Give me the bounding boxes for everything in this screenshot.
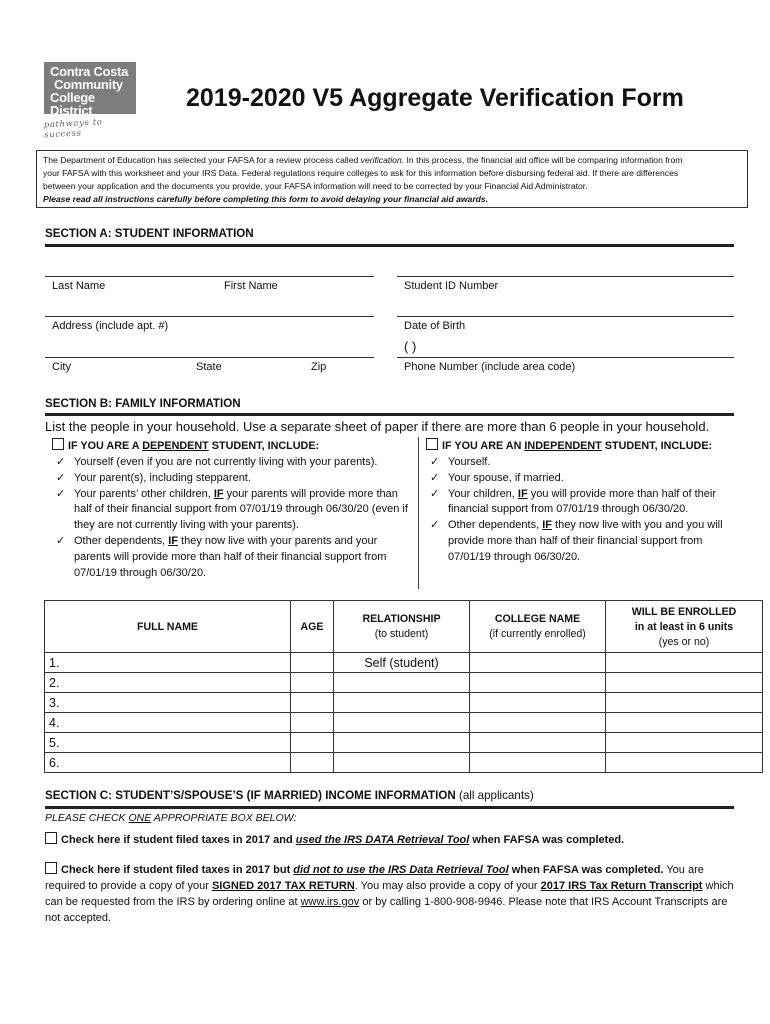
list-item: ✓ Other dependents, IF they now live with you and you will provide more than half of their financial support from 07/01/19 through 06/30/20. xyxy=(428,518,728,565)
city-field-line[interactable] xyxy=(45,357,374,358)
college-cell[interactable] xyxy=(470,693,606,713)
col-enrolled: WILL BE ENROLLED in at least in 6 units (yes or no) xyxy=(606,601,763,653)
section-c-rule xyxy=(45,806,734,809)
college-cell[interactable] xyxy=(470,653,606,673)
name-field-line[interactable] xyxy=(45,276,374,277)
dependent-checkbox[interactable] xyxy=(52,438,64,450)
household-note: List the people in your household. Use a separate sheet of paper if there are more than 6 people in your household. xyxy=(45,419,710,434)
relationship-cell[interactable]: Self (student) xyxy=(334,653,470,673)
dependent-include-list xyxy=(54,455,416,581)
logo-line-1: Contra Costa xyxy=(50,64,129,79)
row-number[interactable]: 4. xyxy=(45,713,291,733)
row-number[interactable]: 6. xyxy=(45,753,291,773)
list-item: ✓ Your parent(s), including stepparent. xyxy=(54,471,416,487)
independent-heading: IF YOU ARE AN INDEPENDENT STUDENT, INCLUDE: xyxy=(426,438,712,452)
list-item: ✓ Your parents’ other children, IF your parents will provide more than half of their financial support from 07/01/19 through 06/30/20 (even if they are not currently living with your parents). xyxy=(54,487,416,534)
list-item: ✓ Your children, IF you will provide more than half of their financial support from 07/01/19 through 06/30/20. xyxy=(428,487,728,519)
row-number[interactable]: 3. xyxy=(45,693,291,713)
relationship-cell[interactable] xyxy=(334,733,470,753)
intro-line-3: between your application and the documents you provide, your FAFSA information will need to be corrected by your Financial Aid Administrator. xyxy=(43,181,588,191)
college-cell[interactable] xyxy=(470,753,606,773)
address-field-line[interactable] xyxy=(45,316,374,317)
relationship-cell[interactable] xyxy=(334,693,470,713)
table-row xyxy=(45,753,763,773)
dependent-heading: IF YOU ARE A DEPENDENT STUDENT, INCLUDE: xyxy=(52,438,319,452)
enrolled-cell[interactable] xyxy=(606,733,763,753)
option-no-drt: Check here if student filed taxes in 2017 but did not to use the IRS Data Retrieval Tool when FAFSA was completed. You are required to provide a copy of your SIGNED 2017 TAX RETURN. You may also provide a copy of your 2017 IRS Tax Return Transcript which can be requested from the IRS by ordering online at www.irs.gov or by calling 1-800-908-9946. Please note that IRS Account Transcripts are not accepted. xyxy=(45,864,734,924)
logo-line-2: Community xyxy=(54,77,123,92)
section-c-heading: SECTION C: STUDENT’S/SPOUSE’S (IF MARRIED) INCOME INFORMATION (all applicants) xyxy=(45,789,534,802)
college-cell[interactable] xyxy=(470,733,606,753)
independent-include-list xyxy=(428,455,728,566)
row-number[interactable]: 2. xyxy=(45,673,291,693)
district-logo xyxy=(43,62,136,141)
table-row xyxy=(45,673,763,693)
section-a-rule xyxy=(45,244,734,247)
relationship-cell[interactable] xyxy=(334,713,470,733)
logo-badge xyxy=(44,62,136,118)
phone-label: Phone Number (include area code) xyxy=(404,361,576,373)
col-relationship: RELATIONSHIP (to student) xyxy=(334,601,470,653)
zip-label: Zip xyxy=(311,361,327,373)
first-name-label: First Name xyxy=(224,280,278,292)
intro-line-1: The Department of Education has selected your FAFSA for a review process called verification. In this process, the financial aid office will be comparing information from xyxy=(43,155,683,165)
intro-warning: Please read all instructions carefully before completing this form to avoid delaying your financial aid awards. xyxy=(43,194,489,204)
relationship-cell[interactable] xyxy=(334,753,470,773)
list-item: ✓ Your spouse, if married. xyxy=(428,471,728,487)
section-a-heading: SECTION A: STUDENT INFORMATION xyxy=(45,227,254,240)
row-number[interactable]: 5. xyxy=(45,733,291,753)
intro-box xyxy=(36,150,748,208)
intro-line-2: your FAFSA with this worksheet and your IRS Data. Federal regulations require colleges to ask for this information before disbursing federal aid. If there are differences xyxy=(43,168,679,178)
used-drt-checkbox[interactable] xyxy=(45,832,57,844)
age-cell[interactable] xyxy=(291,713,334,733)
household-table xyxy=(44,600,763,773)
row-number[interactable]: 1. xyxy=(45,653,291,673)
relationship-cell[interactable] xyxy=(334,673,470,693)
college-cell[interactable] xyxy=(470,673,606,693)
logo-tagline: pathways to success xyxy=(43,117,103,141)
col-college-name: COLLEGE NAME (if currently enrolled) xyxy=(470,601,606,653)
age-cell[interactable] xyxy=(291,653,334,673)
dob-field-line[interactable] xyxy=(397,316,734,317)
enrolled-cell[interactable] xyxy=(606,653,763,673)
section-b-rule xyxy=(45,413,734,416)
list-item: ✓ Other dependents, IF they now live with your parents and your parents will provide more than half of their financial support from 07/01/19 through 06/30/20. xyxy=(54,534,416,581)
enrolled-cell[interactable] xyxy=(606,673,763,693)
form-title: 2019-2020 V5 Aggregate Verification Form xyxy=(186,84,684,112)
last-name-label: Last Name xyxy=(52,280,106,292)
college-cell[interactable] xyxy=(470,713,606,733)
section-b-heading: SECTION B: FAMILY INFORMATION xyxy=(45,397,241,410)
table-header-row xyxy=(45,601,763,653)
table-row xyxy=(45,733,763,753)
check-one-instruction: PLEASE CHECK ONE APPROPRIATE BOX BELOW: xyxy=(45,812,297,824)
age-cell[interactable] xyxy=(291,753,334,773)
col-full-name: FULL NAME xyxy=(45,601,291,653)
enrolled-cell[interactable] xyxy=(606,753,763,773)
enrolled-cell[interactable] xyxy=(606,713,763,733)
city-label: City xyxy=(52,361,71,373)
phone-field-line[interactable] xyxy=(397,357,734,358)
list-item: ✓ Yourself (even if you are not currently living with your parents). xyxy=(54,455,416,471)
enrolled-cell[interactable] xyxy=(606,693,763,713)
phone-area-code-parens: ( ) xyxy=(404,339,417,354)
column-divider xyxy=(418,437,419,589)
list-item: ✓ Yourself. xyxy=(428,455,728,471)
table-row xyxy=(45,653,763,673)
option-used-drt: Check here if student filed taxes in 2017 and used the IRS DATA Retrieval Tool when FAFSA was completed. xyxy=(45,832,735,848)
dob-label: Date of Birth xyxy=(404,320,466,332)
independent-checkbox[interactable] xyxy=(426,438,438,450)
col-age: AGE xyxy=(291,601,334,653)
state-label: State xyxy=(196,361,222,373)
student-id-field-line[interactable] xyxy=(397,276,734,277)
age-cell[interactable] xyxy=(291,693,334,713)
age-cell[interactable] xyxy=(291,733,334,753)
logo-line-3: College District xyxy=(50,90,95,118)
irs-link[interactable]: www.irs.gov xyxy=(300,896,360,908)
student-id-label: Student ID Number xyxy=(404,280,499,292)
no-drt-checkbox[interactable] xyxy=(45,862,57,874)
table-row xyxy=(45,713,763,733)
table-row xyxy=(45,693,763,713)
age-cell[interactable] xyxy=(291,673,334,693)
address-label: Address (include apt. #) xyxy=(52,320,169,332)
